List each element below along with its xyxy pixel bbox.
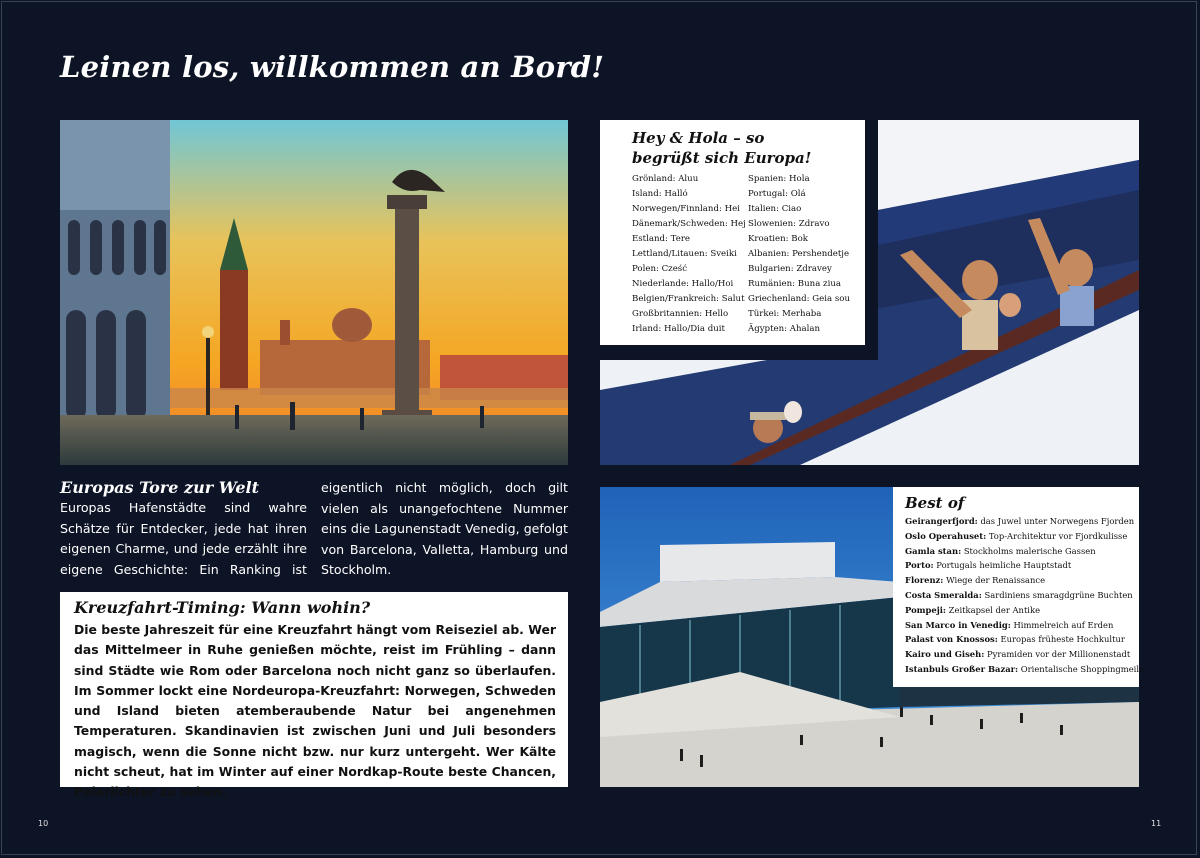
greeting-item: Großbritannien: Hello bbox=[632, 309, 729, 319]
greeting-item: Portugal: Olá bbox=[748, 189, 806, 199]
greeting-item: Griechenland: Geia sou bbox=[748, 294, 850, 304]
bestof-desc: Pyramiden vor der Millionenstadt bbox=[984, 649, 1131, 660]
bestof-item bbox=[905, 588, 1131, 603]
bestof-place: Gamla stan: bbox=[905, 545, 962, 556]
bestof-desc: Zeitkapsel der Antike bbox=[946, 604, 1041, 615]
bestof-box bbox=[893, 487, 1144, 687]
bestof-item bbox=[905, 603, 1131, 618]
bestof-desc: Stockholms malerische Gassen bbox=[961, 545, 1096, 556]
bestof-desc: Europas früheste Hochkultur bbox=[997, 634, 1125, 645]
bestof-desc: Himmelreich auf Erden bbox=[1010, 619, 1114, 630]
bestof-desc: Portugals heimliche Hauptstadt bbox=[933, 560, 1072, 571]
greeting-item: Lettland/Litauen: Sveiki bbox=[632, 249, 737, 259]
greetings-columns bbox=[632, 172, 851, 337]
timing-body: Die beste Jahreszeit für eine Kreuzfahrt hängt vom Reiseziel ab. Wer das Mittelmeer in Ruhe genießen möchte, reist im Frühling – dann sind Städte wie Rom oder Barcelona noch nicht ganz so überlaufen. Im Sommer lockt eine Nordeuropa-Kreuzfahrt: Norwegen, Schweden und Island bieten atemberaubende Natur bei angenehmen Temperaturen. Skandinavien ist zwischen Juni und Juli besonders magisch, wenn die Sonne nicht bzw. nur kurz untergeht. Wer Kälte nicht scheut, hat im Winter auf einer Nordkap-Route beste Chancen, Polarlichter zu sehen. bbox=[74, 622, 556, 800]
intro-body: Europas Hafenstädte sind wahre Schätze für Entdecker, jede hat ihren eigenen Charme, und jede erzählt ihre eigene Geschichte: Ein Ranking ist eigentlich nicht möglich, doch gilt vielen als unangefochtene Nummer eins die Lagunenstadt Venedig, gefolgt von Barcelona, Valletta, Hamburg und Stockholm. bbox=[60, 480, 568, 577]
greeting-item: Türkei: Merhaba bbox=[748, 309, 822, 319]
bestof-place: San Marco in Venedig: bbox=[905, 619, 1011, 630]
greetings-right-list bbox=[748, 172, 850, 337]
bestof-item bbox=[905, 529, 1131, 544]
bestof-item bbox=[905, 662, 1144, 677]
bestof-desc: Sardiniens smaragdgrüne Buchten bbox=[981, 589, 1133, 600]
bestof-place: Costa Smeralda: bbox=[905, 589, 982, 600]
greeting-item: Rumänien: Buna ziua bbox=[748, 279, 841, 289]
greeting-item: Polen: Cześć bbox=[632, 264, 688, 274]
greetings-box bbox=[600, 120, 865, 345]
greeting-item: Bulgarien: Zdravey bbox=[748, 264, 832, 274]
bestof-item bbox=[905, 573, 1131, 588]
greetings-title-line2: begrüßt sich Europa! bbox=[632, 149, 812, 167]
greeting-item: Dänemark/Schweden: Hej bbox=[632, 219, 746, 229]
bestof-item bbox=[905, 558, 1131, 573]
greeting-item: Niederlande: Hallo/Hoi bbox=[632, 279, 734, 289]
bestof-place: Oslo Operahuset: bbox=[905, 530, 987, 541]
bestof-place: Florenz: bbox=[905, 575, 944, 586]
greeting-item: Italien: Ciao bbox=[748, 204, 802, 214]
greetings-title bbox=[632, 128, 851, 168]
bestof-item bbox=[905, 632, 1131, 647]
greetings-left-list bbox=[632, 172, 748, 337]
venice-piazzetta-photo bbox=[60, 120, 568, 465]
bestof-place: Istanbuls Großer Bazar: bbox=[905, 663, 1019, 674]
greeting-item: Spanien: Hola bbox=[748, 174, 810, 184]
bestof-desc: Orientalische Shoppingmeile bbox=[1018, 663, 1144, 674]
greeting-item: Belgien/Frankreich: Salut bbox=[632, 294, 745, 304]
bestof-desc: Top-Architektur vor Fjordkulisse bbox=[986, 530, 1128, 541]
bestof-place: Palast von Knossos: bbox=[905, 634, 998, 645]
bestof-item bbox=[905, 544, 1131, 559]
greetings-title-line1: Hey & Hola – so bbox=[632, 129, 765, 147]
bestof-place: Kairo und Giseh: bbox=[905, 649, 985, 660]
bestof-place: Pompeji: bbox=[905, 604, 947, 615]
greeting-item: Norwegen/Finnland: Hei bbox=[632, 204, 740, 214]
page-number-right: 11 bbox=[1151, 819, 1162, 828]
greeting-item: Island: Halló bbox=[632, 189, 688, 199]
greeting-item: Grönland: Aluu bbox=[632, 174, 699, 184]
bestof-item bbox=[905, 618, 1131, 633]
greeting-item: Slowenien: Zdravo bbox=[748, 219, 830, 229]
page-number-left: 10 bbox=[38, 819, 49, 828]
spread-title: Leinen los, willkommen an Bord! bbox=[60, 50, 605, 84]
intro-heading: Europas Tore zur Welt bbox=[60, 478, 260, 497]
bestof-desc: das Juwel unter Norwegens Fjorden bbox=[977, 516, 1135, 526]
bestof-item bbox=[905, 647, 1131, 662]
bestof-desc: Wiege der Renaissance bbox=[943, 575, 1046, 586]
bestof-list bbox=[905, 514, 1144, 677]
timing-heading: Kreuzfahrt-Timing: Wann wohin? bbox=[74, 598, 371, 617]
bestof-item bbox=[905, 514, 1135, 529]
bestof-title: Best of bbox=[905, 494, 965, 512]
bestof-place: Porto: bbox=[905, 560, 934, 571]
bestof-place: Geirangerfjord: bbox=[905, 516, 978, 526]
timing-box bbox=[60, 592, 568, 800]
greeting-item: Kroatien: Bok bbox=[748, 234, 808, 244]
greeting-item: Estland: Tere bbox=[632, 234, 691, 244]
greeting-item: Ägypten: Ahalan bbox=[748, 324, 821, 334]
greeting-item: Irland: Hallo/Dia duit bbox=[632, 324, 725, 334]
greeting-item: Albanien: Pershendetje bbox=[748, 249, 850, 259]
